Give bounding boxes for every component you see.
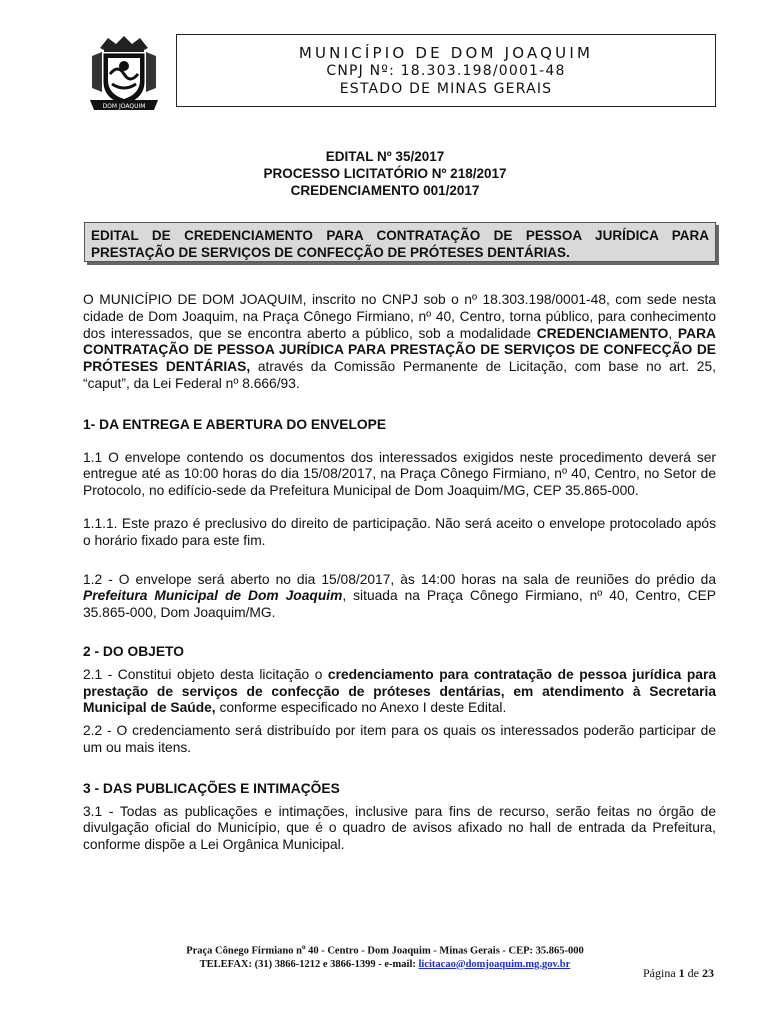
section-2-2-paragraph: 2.2 - O credenciamento será distribuído por item para os quais os interessados poderão participar de um ou mais itens. [83, 723, 716, 755]
page-number: Página 1 de 23 [643, 966, 714, 980]
section-3-heading: 3 - DAS PUBLICAÇÕES E INTIMAÇÕES [83, 780, 340, 796]
state-name: ESTADO DE MINAS GERAIS [339, 81, 553, 97]
section-2-heading: 2 - DO OBJETO [83, 643, 184, 659]
section-1-2-paragraph: 1.2 - O envelope será aberto no dia 15/08/2017, às 14:00 horas na sala de reuniões do prédio da Prefeitura Municipal de Dom Joaquim, situada na Praça Cônego Firmiano, nº 40, Centro, CEP 35.865-000, Dom Joaquim/MG. [83, 571, 717, 621]
section-1-heading: 1- DA ENTREGA E ABERTURA DO ENVELOPE [83, 416, 387, 432]
section-1-1-paragraph: 1.1 O envelope contendo os documentos dos interessados exigidos neste procedimento deverá ser entregue até as 10:00 horas do dia 15/08/2017, na Praça Cônego Firmiano, nº 40, Centro, no Setor de Protocolo, no edifício-sede da Prefeitura Municipal de Dom Joaquim/MG, CEP 35.865-000. [83, 449, 716, 499]
municipal-crest-logo [88, 34, 160, 114]
footer-address: Praça Cônego Firmiano $n^o$ 40 - Centro - Dom Joaquim - Minas Gerais - CEP: 35.865-000 [186, 943, 584, 957]
footer-contact: TELEFAX: (31) 3866-1212 e 3866-1399 - e-mail: licitacao@domjoaquim.mg.gov.br [199, 958, 571, 970]
edital-number: EDITAL Nº 35/2017 [325, 149, 445, 164]
header-box [176, 34, 716, 107]
document-body [83, 292, 716, 854]
section-3-1-paragraph: 3.1 - Todas as publicações e intimações, inclusive para fins de recurso, serão feitas no órgão de divulgação oficial do Município, que é o quadro de avisos afixado no hall de entrada da Prefeitura, conforme dispõe a Lei Orgânica Municipal. [83, 803, 716, 853]
section-2-1-paragraph: 2.1 - Constitui objeto desta licitação o credenciamento para contratação de pessoa jurídica para prestação de serviços de confecção de próteses dentárias, em atendimento à Secretaria Municipal de Saúde, conforme especificado no Anexo I deste Edital. [83, 666, 717, 716]
municipality-name: MUNICÍPIO DE DOM JOAQUIM [298, 44, 594, 62]
cnpj-number: CNPJ Nº: 18.303.198/0001-48 [326, 63, 566, 79]
section-1-1-1-paragraph: 1.1.1. Este prazo é preclusivo do direito de participação. Não será aceito o envelope protocolado após o horário fixado para este fim. [83, 515, 716, 548]
credenciamento-number: CREDENCIAMENTO 001/2017 [290, 183, 480, 198]
email-link[interactable]: licitacao@domjoaquim.mg.gov.br [418, 958, 571, 970]
edital-title-box: EDITAL DE CREDENCIAMENTO PARA CONTRATAÇÃO DE PESSOA JURÍDICA PARA PRESTAÇÃO DE SERVIÇOS DE CONFECÇÃO DE PRÓTESES DENTÁRIAS. [84, 222, 716, 262]
processo-number: PROCESSO LICITATÓRIO Nº 218/2017 [263, 166, 507, 181]
intro-paragraph: O MUNICÍPIO DE DOM JOAQUIM, inscrito no CNPJ sob o nº 18.303.198/0001-48, com sede nesta cidade de Dom Joaquim, na Praça Cônego Firmiano, nº 40, Centro, torna público, para conhecimento dos interessados, que se encontra aberto a público, sob a modalidade CREDENCIAMENTO, PARA CONTRATAÇÃO DE PESSOA JURÍDICA PARA PRESTAÇÃO DE SERVIÇOS DE CONFECÇÃO DE PRÓTESES DENTÁRIAS, através da Comissão Permanente de Licitação, com base no art. 25, “caput”, da Lei Federal nº 8.666/93. [83, 292, 716, 391]
document-titles [0, 148, 770, 199]
crest-ribbon-text: DOM JOAQUIM [102, 103, 146, 110]
